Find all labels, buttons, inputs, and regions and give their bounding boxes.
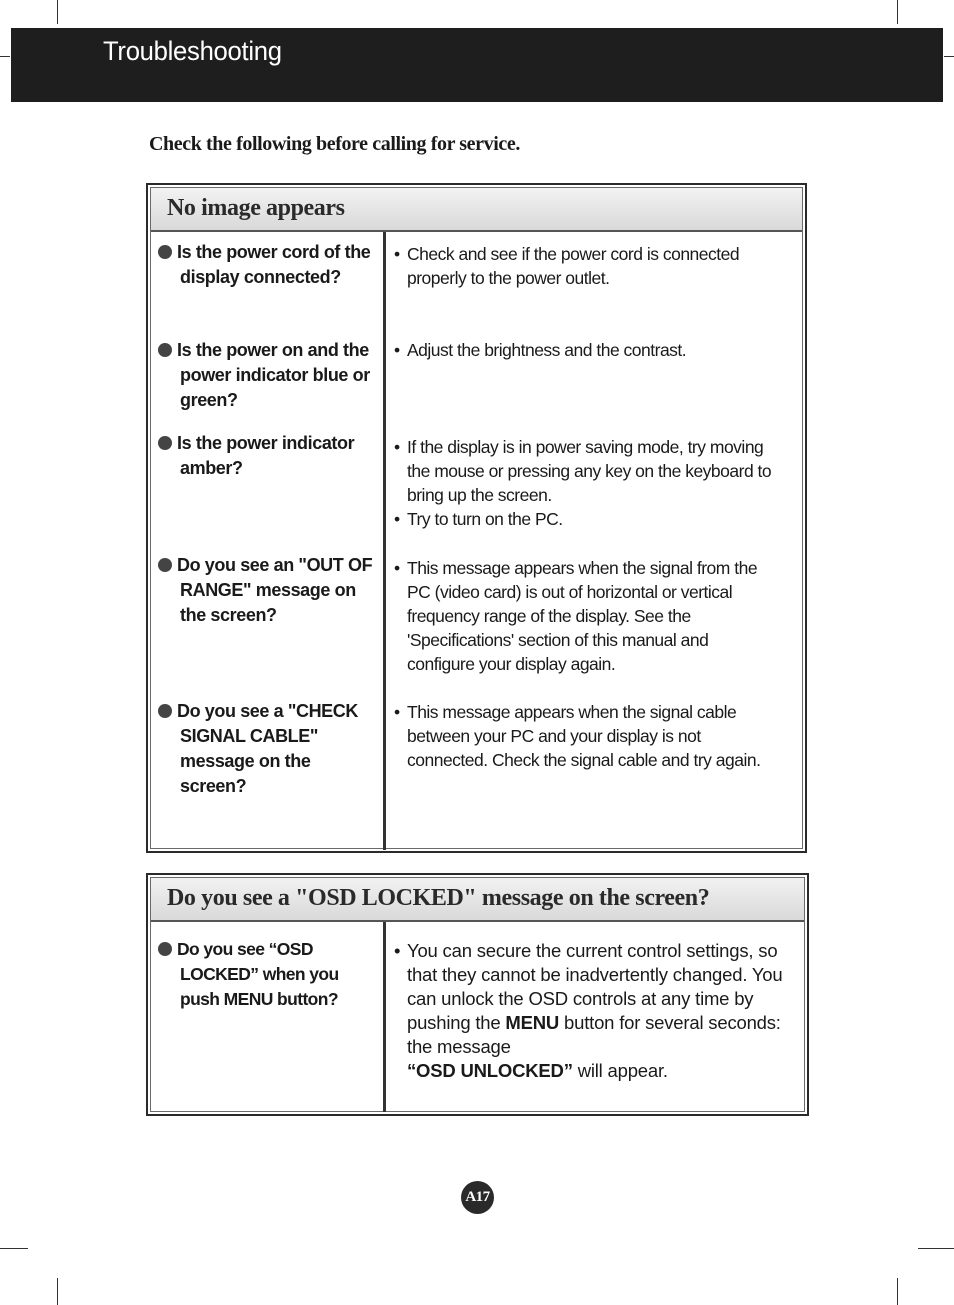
menu-keyword: MENU xyxy=(505,1012,560,1033)
question xyxy=(156,240,386,290)
question-line: display connected? xyxy=(180,267,341,287)
answer xyxy=(394,556,779,676)
bullet-icon xyxy=(158,704,172,718)
answer-item: • This message appears when the signal from the PC (video card) is out of horizontal or vertical frequency range of the display. See the 'Specifications' section of this manual and configure your display again. xyxy=(394,556,779,676)
question xyxy=(156,431,386,481)
osd-unlocked-keyword: “OSD UNLOCKED” xyxy=(407,1060,573,1081)
bullet-icon xyxy=(158,245,172,259)
question-line: Is the power indicator xyxy=(177,433,355,453)
crop-mark xyxy=(57,1278,58,1305)
answer-item: • Try to turn on the PC. xyxy=(394,507,786,531)
answer-item: • If the display is in power saving mode, try moving the mouse or pressing any key on the keyboard to bring up the screen. xyxy=(394,435,786,507)
question xyxy=(156,553,371,628)
question-line: RANGE" message on the screen? xyxy=(180,580,356,625)
question-line: Do you see “OSD xyxy=(177,939,313,959)
crop-mark xyxy=(897,1278,898,1305)
page-title: Troubleshooting xyxy=(103,36,282,66)
answer-text: will appear. xyxy=(572,1060,668,1081)
bullet-icon xyxy=(158,942,172,956)
question-line: power indicator blue or green? xyxy=(180,365,370,410)
answer-item: • Adjust the brightness and the contrast. xyxy=(394,338,798,362)
answer-item: • Check and see if the power cord is connected properly to the power outlet. xyxy=(394,242,798,290)
question-line: Do you see an "OUT OF xyxy=(177,555,373,575)
answer xyxy=(394,435,786,531)
crop-mark xyxy=(0,1248,28,1249)
column-divider xyxy=(383,232,386,850)
question xyxy=(156,937,356,1012)
crop-mark xyxy=(897,0,898,24)
intro-text: Check the following before calling for service. xyxy=(149,133,520,155)
question-line: Is the power on and the xyxy=(177,340,369,360)
answer-text: button for several seconds: the message xyxy=(407,1012,781,1057)
bullet-icon xyxy=(158,436,172,450)
section-header xyxy=(151,188,802,232)
crop-mark xyxy=(57,0,58,24)
section-no-image xyxy=(146,183,807,853)
bullet-icon xyxy=(158,343,172,357)
answer-item xyxy=(394,939,794,1083)
section-title: No image appears xyxy=(167,195,345,221)
answer-text: You can secure the current control settings, so that they cannot be inadvertently changed. You can unlock the OSD controls at any time by pushing the xyxy=(407,940,783,1033)
question xyxy=(156,699,356,799)
answer xyxy=(394,242,798,290)
page-number-badge: A17 xyxy=(461,1181,494,1214)
answer-item: • This message appears when the signal cable between your PC and your display is not connected. Check the signal cable and try again. xyxy=(394,700,779,772)
crop-mark xyxy=(0,56,10,57)
section-header xyxy=(151,878,804,922)
crop-mark xyxy=(944,56,954,57)
bullet-icon xyxy=(158,558,172,572)
column-divider xyxy=(383,922,386,1112)
answer xyxy=(394,338,798,362)
answer xyxy=(394,939,794,1083)
crop-mark xyxy=(918,1248,954,1249)
question-line: Is the power cord of the xyxy=(177,242,371,262)
section-osd-locked xyxy=(146,873,809,1116)
question xyxy=(156,338,374,413)
question-line: SIGNAL CABLE" message on the screen? xyxy=(180,726,319,796)
section-title: Do you see a "OSD LOCKED" message on the screen? xyxy=(167,885,710,911)
question-line: LOCKED” when you push MENU button? xyxy=(180,964,339,1009)
answer xyxy=(394,700,779,772)
question-line: Do you see a "CHECK xyxy=(177,701,358,721)
question-line: amber? xyxy=(180,458,243,478)
